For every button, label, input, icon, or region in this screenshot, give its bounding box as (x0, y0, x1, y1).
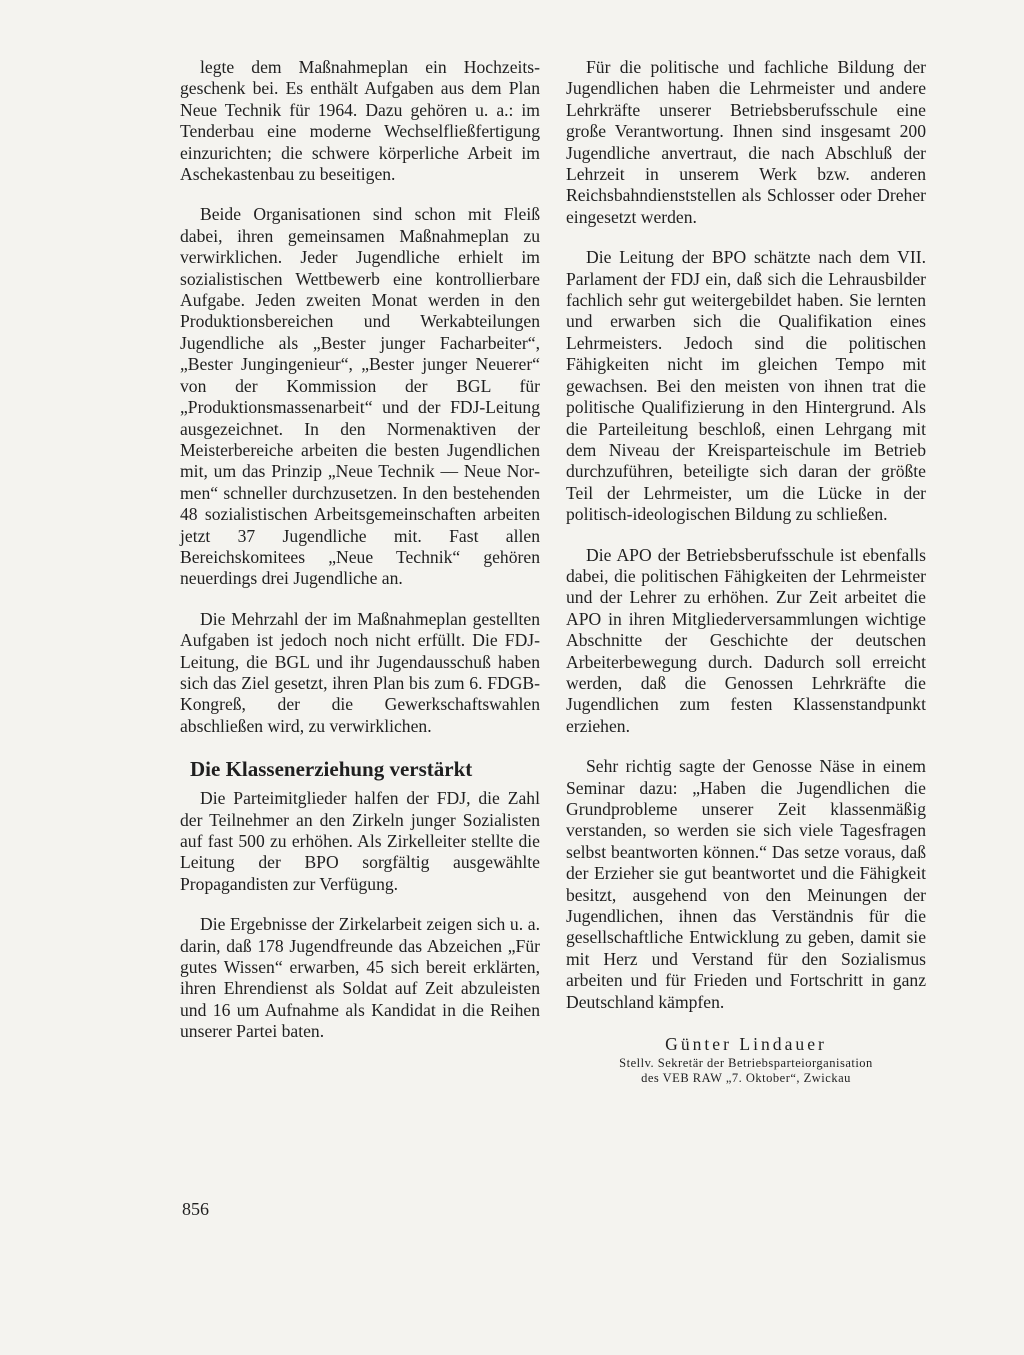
paragraph: Die Ergebnisse der Zirkelarbeit zeigen sich u. a. darin, daß 178 Jugendfreunde das Abzeichen „Für gutes Wissen“ erwarben, 45 sich bereit erklärten, ihren Ehrendienst als Soldat auf Zeit abzuleisten und 16 um Aufnahme als Kandidat in die Reihen unserer Partei baten. (180, 914, 540, 1042)
paragraph: legte dem Maßnahmeplan ein Hochzeitsgeschenk bei. Es enthält Aufgaben aus dem Plan Neue Technik für 1964. Dazu gehören u. a.: im Tenderbau eine moderne Wechselfließfertigung einzurichten; die schwere körperliche Arbeit im Aschekastenbau zu beseitigen. (180, 57, 540, 185)
paragraph: Die APO der Betriebsberufsschule ist ebenfalls dabei, die politischen Fähigkeiten der Lehrmeister und der Lehrer zu erhöhen. Zur Zeit arbeitet die APO in ihren Mitgliederversammlungen wichtige Abschnitte der Geschichte der deutschen Arbeiterbewegung durch. Dadurch soll erreicht werden, daß die Genossen Lehrkräfte die Jugendlichen zum festen Klassenstandpunkt erziehen. (566, 544, 926, 736)
author-role: Stellv. Sekretär der Betriebsparteiorganisation (619, 1056, 873, 1071)
author-name: Günter Lindauer (665, 1034, 827, 1055)
paragraph: Die Leitung der BPO schätzte nach dem VII. Parlament der FDJ ein, daß sich die Lehrausbilder fachlich sehr gut weitergebildet haben. Sie lernten und erwarben sich die Qualifikation eines Lehrmeisters. Jedoch sind die politischen Fähigkeiten nicht im gleichen Tempo mit gewachsen. Bei den meisten von ihnen trat die politische Qualifizierung in den Hintergrund. Als die Parteileitung beschloß, einen Lehrgang mit dem Niveau der Kreisparteischule im Betrieb durchzuführen, beteiligte sich daran der größte Teil der Lehrmeister, um die Lücke in der politisch-ideologischen Bildung zu schließen. (566, 247, 926, 525)
author-signature (566, 1032, 926, 1086)
paragraph: Die Mehrzahl der im Maßnahmeplan gestellten Aufgaben ist jedoch noch nicht erfüllt. Die FDJ-Leitung, die BGL und ihr Jugendausschuß haben sich das Ziel gesetzt, ihren Plan bis zum 6. FDGB-Kongreß, der die Gewerkschaftswahlen abschließen wird, zu verwirklichen. (180, 608, 540, 736)
author-affiliation: des VEB RAW „7. Oktober“, Zwickau (641, 1071, 851, 1086)
page-number: 856 (182, 1199, 209, 1219)
left-column (180, 57, 540, 1062)
paragraph: Sehr richtig sagte der Genosse Näse in einem Seminar dazu: „Haben die Jugendlichen die Grundprobleme unserer Zeit klassenmäßig verstanden, so werden sie sich viele Tagesfragen selbst beantworten können.“ Das setze voraus, daß der Erzieher sie gut beantwortet und die Fähigkeit besitzt, ausgehend von den Meinungen der Jugendlichen, ihnen das Verständnis für die gesellschaftliche Entwicklung zu geben, damit sie mit Herz und Verstand für den Sozialismus arbeiten und für Frieden und Fortschritt in ganz Deutschland kämpfen. (566, 756, 926, 1012)
right-column (566, 57, 926, 1086)
paragraph: Die Parteimitglieder halfen der FDJ, die Zahl der Teilnehmer an den Zirkeln junger Sozialisten auf fast 500 zu erhöhen. Als Zirkelleiter stellte die Leitung der BPO sorgfältig ausgewählte Propagandisten zur Verfügung. (180, 788, 540, 894)
section-heading: Die Klassenerziehung verstärkt (190, 757, 473, 782)
paragraph: Für die politische und fachliche Bildung der Jugendlichen haben die Lehrmeister und andere Lehrkräfte unserer Betriebsberufsschule eine große Verantwortung. Ihnen sind insgesamt 200 Jugendliche anvertraut, die nach Abschluß der Lehrzeit in unserem Werk bzw. anderen Reichsbahndienststellen als Schlosser oder Dreher eingesetzt werden. (566, 57, 926, 227)
paragraph: Beide Organisationen sind schon mit Fleiß dabei, ihren gemeinsamen Maßnahmeplan zu verwirklichen. Jeder Jugendliche erhielt im sozialistischen Wettbewerb eine kontrollierbare Aufgabe. Jeden zweiten Monat werden in den Produktionsbereichen und Werkabteilungen Jugendliche als „Bester junger Facharbeiter“, „Bester Jungingenieur“, „Bester junger Neuerer“ von der Kommission der BGL für „Produktionsmassenarbeit“ und der FDJ-Leitung ausgezeichnet. In den Normenaktiven der Meisterbereiche arbeiten die besten Jugendlichen mit, um das Prinzip „Neue Technik — Neue Normen“ schneller durchzusetzen. In den bestehenden 48 sozialistischen Arbeitsgemeinschaften arbeiten jetzt 37 Jugendliche mit. Fast allen Bereichskomitees „Neue Technik“ gehören neuerdings drei Jugendliche an. (180, 204, 540, 589)
